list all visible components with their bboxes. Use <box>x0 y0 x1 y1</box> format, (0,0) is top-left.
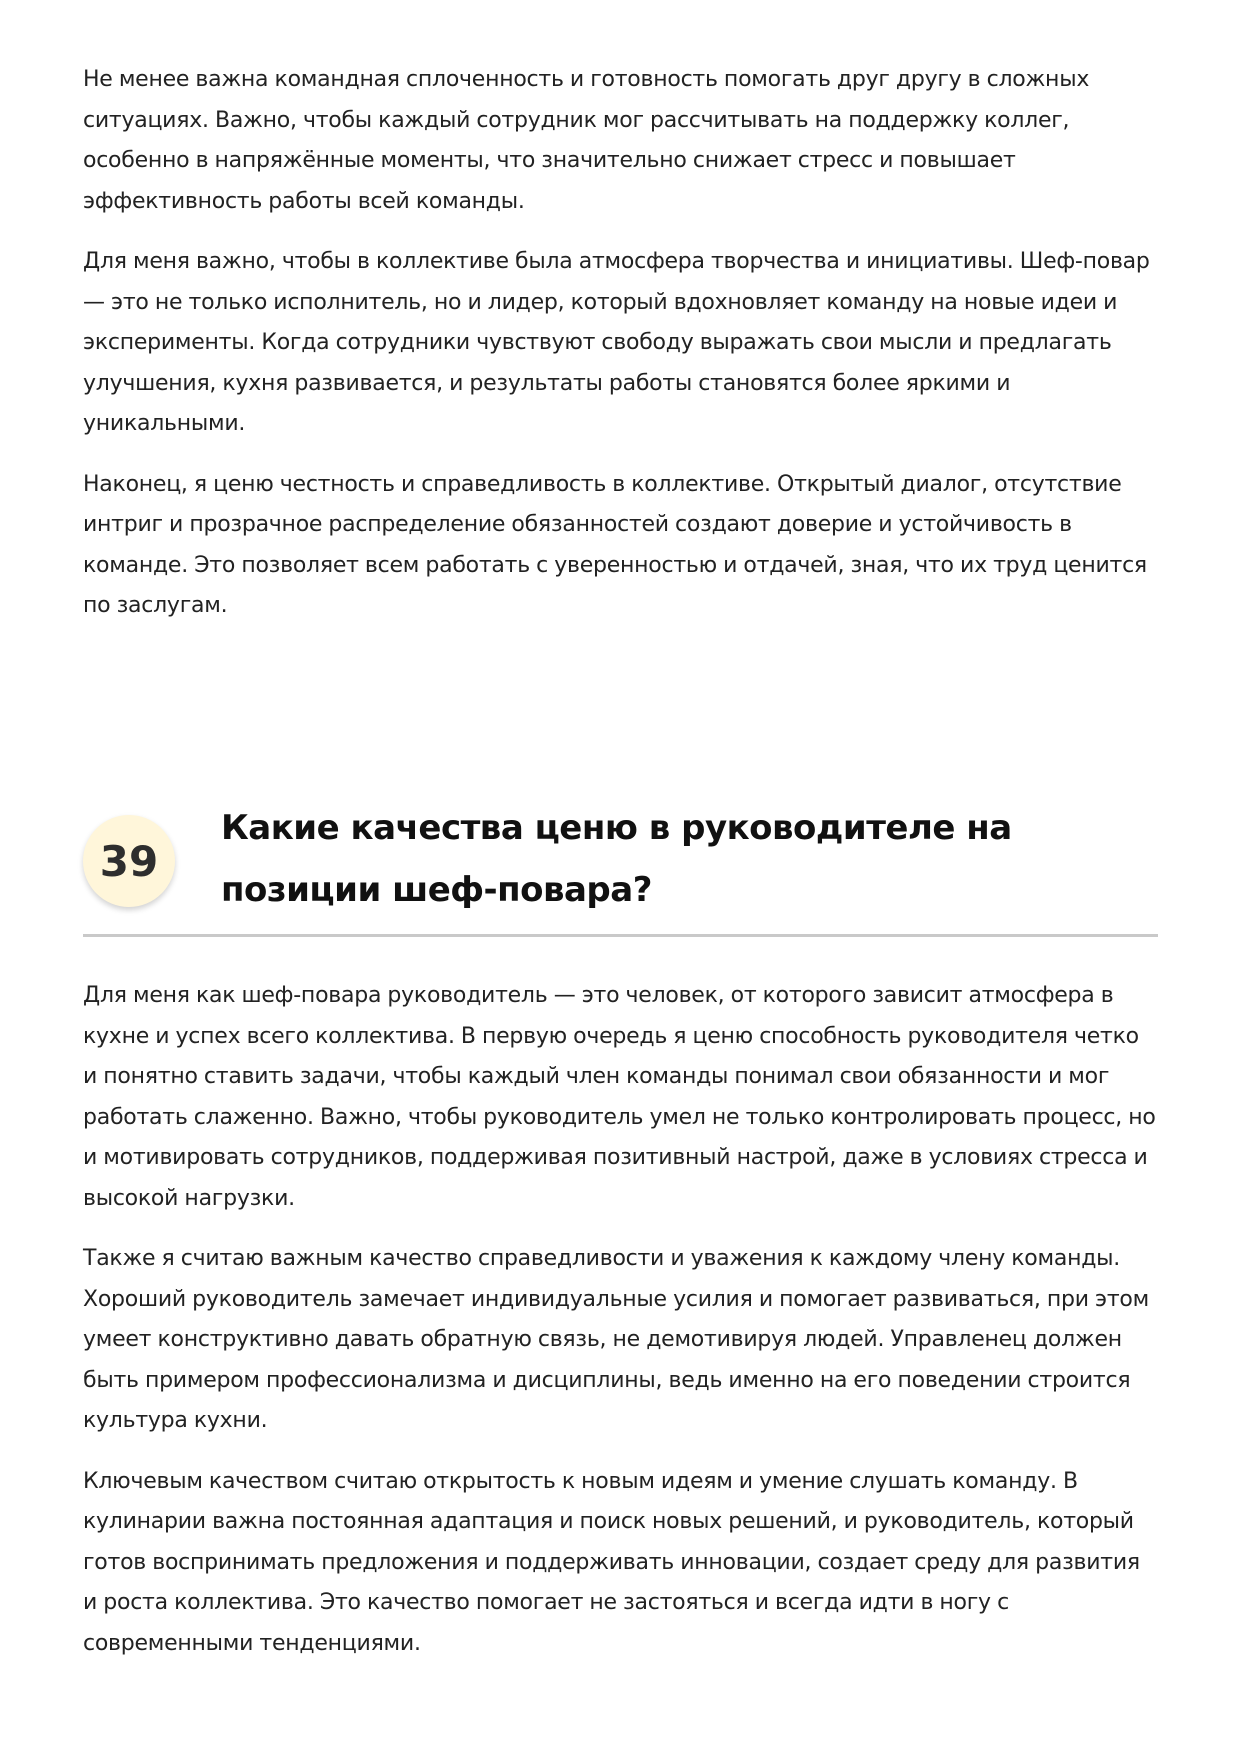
answer-paragraph-3: Ключевым качеством считаю открытость к новым идеям и умение слушать команду. В кулинарии важна постоянная адаптация и поиск новых решений, и руководитель, который готов воспринимать предложения и поддерживать инновации, создает среду для развития и роста коллектива. Это качество помогает не застояться и всегда идти в ногу с современными тенденциями. <box>83 1468 1140 1656</box>
answer-paragraph-2: Также я считаю важным качество справедливости и уважения к каждому члену команды. Хороший руководитель замечает индивидуальные усилия и помогает развиваться, при этом умеет конструктивно давать обратную связь, не демотивируя людей. Управленец должен быть примером профессионализма и дисциплины, ведь именно на его поведении строится культура кухни. <box>83 1246 1149 1433</box>
question-number-badge: 39 <box>83 815 175 907</box>
answer-section <box>83 976 1158 1684</box>
answer-paragraph-1: Для меня как шеф-повара руководитель — это человек, от которого зависит атмосфера в кухне и успех всего коллектива. В первую очередь я ценю способность руководителя четко и понятно ставить задачи, чтобы каждый член команды понимал свои обязанности и мог работать слаженно. Важно, чтобы руководитель умел не только контролировать процесс, но и мотивировать сотрудников, поддерживая позитивный настрой, даже в условиях стресса и высокой нагрузки. <box>83 983 1156 1211</box>
intro-paragraph-3: Наконец, я ценю честность и справедливость в коллективе. Открытый диалог, отсутствие интриг и прозрачное распределение обязанностей создают доверие и устойчивость в команде. Это позволяет всем работать с уверенностью и отдачей, зная, что их труд ценится по заслугам. <box>83 471 1147 618</box>
intro-section <box>83 60 1158 647</box>
intro-paragraph-2: Для меня важно, чтобы в коллективе была атмосфера творчества и инициативы. Шеф-повар — это не только исполнитель, но и лидер, который вдохновляет команду на новые идеи и эксперименты. Когда сотрудники чувствуют свободу выражать свои мысли и предлагать улучшения, кухня развивается, и результаты работы становятся более яркими и уникальными. <box>83 249 1150 436</box>
question-header <box>83 791 1158 937</box>
intro-paragraph-1: Не менее важна командная сплоченность и готовность помогать друг другу в сложных ситуациях. Важно, чтобы каждый сотрудник мог рассчитывать на поддержку коллег, особенно в напряжённые моменты, что значительно снижает стресс и повышает эффективность работы всей команды. <box>83 67 1090 214</box>
question-title: Какие качества ценю в руководителе на позиции шеф-повара? <box>221 808 1012 910</box>
